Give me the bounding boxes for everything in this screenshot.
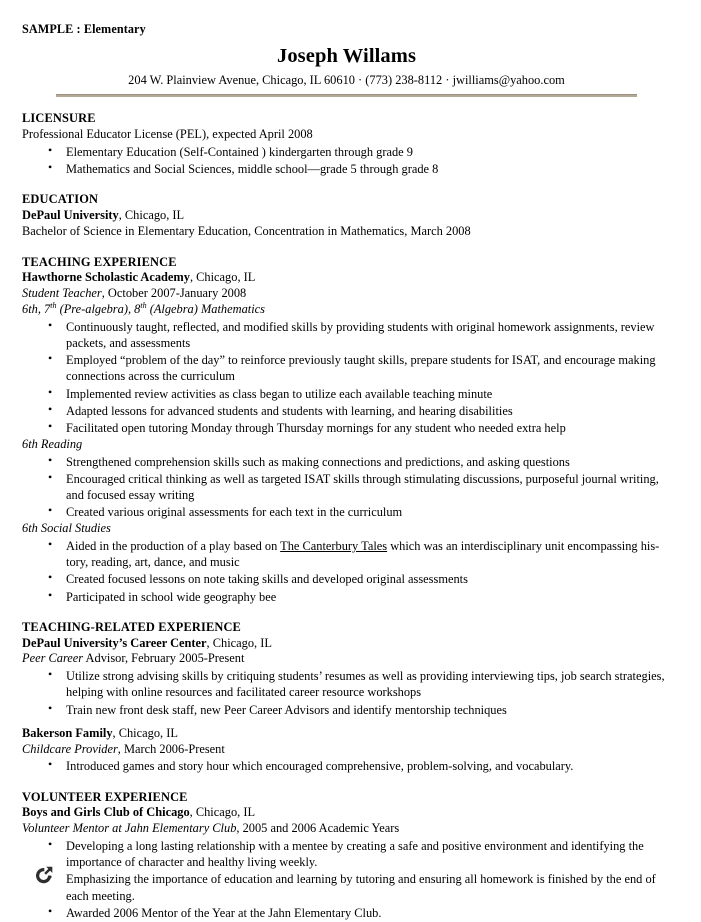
- course-mid: (Pre-algebra), 8: [56, 302, 141, 317]
- teaching-related-title-line: [22, 651, 671, 667]
- teaching-title-line: [22, 286, 671, 302]
- list-item: • Elementary Education (Self-Contained ) kindergarten through grade 9: [22, 144, 671, 160]
- list-item: • Awarded 2006 Mentor of the Year at the Jahn Elementary Club.: [22, 905, 671, 921]
- volunteer-title-line: [22, 821, 671, 837]
- childcare-dates: , March 2006-Present: [117, 741, 225, 756]
- teaching-related-dates: Advisor, February 2005-Present: [83, 651, 245, 666]
- childcare-employer-line: [22, 726, 671, 742]
- list-item: • Employed “problem of the day” to reinforce previously taught skills, prepare students for ISAT, and encourage making connections across the curriculum: [22, 352, 671, 384]
- volunteer-dates: , 2005 and 2006 Academic Years: [236, 821, 400, 836]
- course-sup-2: th: [140, 301, 147, 311]
- teaching-course-line: [22, 302, 671, 318]
- list-item: • Utilize strong advising skills by critiquing students’ resumes as well as providing interviewing tips, job search strategies, helping with online resources and facilitated career resource workshops: [22, 668, 671, 700]
- resume-body: [22, 111, 671, 921]
- list-item: • Train new front desk staff, new Peer Career Advisors and identify mentorship techniques: [22, 702, 671, 718]
- education-heading: EDUCATION: [22, 191, 99, 206]
- volunteer-org-line: [22, 805, 671, 821]
- subhead-social-studies: 6th Social Studies: [22, 521, 111, 536]
- list-item: • Introduced games and story hour which encouraged comprehensive, problem-solving, and vocabulary.: [22, 758, 671, 774]
- social-bullet-post: which was an interdisciplinary unit encompassing his-tory, reading, art, dance, and music: [66, 539, 660, 570]
- education-school-location: , Chicago, IL: [118, 207, 185, 222]
- header-divider: [56, 94, 637, 97]
- teaching-math-bullets: [22, 319, 671, 436]
- candidate-name: Joseph Willams: [276, 45, 417, 68]
- licensure-line: Professional Educator License (PEL), expected April 2008: [22, 126, 313, 141]
- section-teaching-experience: [22, 255, 671, 605]
- childcare-employer: Bakerson Family: [22, 725, 113, 740]
- licensure-bullets: [22, 144, 671, 177]
- course-sup-1: th: [50, 301, 57, 311]
- volunteer-title: Volunteer Mentor at Jahn Elementary Club: [22, 821, 237, 836]
- education-school-line: [22, 208, 671, 224]
- section-licensure: [22, 111, 671, 177]
- external-link-circle-icon[interactable]: [31, 862, 57, 888]
- course-post: (Algebra) Mathematics: [146, 302, 265, 317]
- teaching-related-employer-location: , Chicago, IL: [206, 635, 272, 650]
- social-bullet-pre: Aided in the production of a play based on: [66, 539, 281, 554]
- teaching-related-employer-line: [22, 636, 671, 652]
- volunteer-bullets: [22, 838, 671, 921]
- list-item: • Strengthened comprehension skills such as making connections and predictions, and asking questions: [22, 454, 671, 470]
- teaching-related-heading: TEACHING-RELATED EXPERIENCE: [22, 619, 241, 634]
- licensure-heading: LICENSURE: [22, 110, 96, 125]
- teaching-employer-line: [22, 270, 671, 286]
- teaching-title: Student Teacher: [22, 286, 102, 301]
- sample-tag: SAMPLE : Elementary: [22, 22, 146, 36]
- education-school: DePaul University: [22, 207, 119, 222]
- list-item: • Facilitated open tutoring Monday through Thursday mornings for any student who needed extra help: [22, 420, 671, 436]
- list-item: • Created focused lessons on note taking skills and developed original assessments: [22, 571, 671, 587]
- contact-line: 204 W. Plainview Avenue, Chicago, IL 60610 · (773) 238-8112 · jwilliams@yahoo.com: [128, 72, 565, 87]
- list-item: • Encouraged critical thinking as well as targeted ISAT skills through stimulating discussions, purposeful journal writing, and focused essay writing: [22, 471, 671, 503]
- list-item: • Adapted lessons for advanced students and students with learning, and hearing disabilities: [22, 403, 671, 419]
- section-education: [22, 192, 671, 240]
- teaching-employer-location: , Chicago, IL: [189, 270, 256, 285]
- list-item: • Continuously taught, reflected, and modified skills by providing students with original homework assignments, review packets, and assessments: [22, 319, 671, 351]
- resume-header: [22, 45, 671, 88]
- education-degree: Bachelor of Science in Elementary Education, Concentration in Mathematics, March 2008: [22, 223, 471, 238]
- book-title: The Canterbury Tales: [280, 539, 388, 554]
- childcare-bullets: [22, 758, 671, 774]
- list-item: [22, 538, 671, 570]
- teaching-social-bullets: [22, 538, 671, 605]
- childcare-title-line: [22, 742, 671, 758]
- volunteer-heading: VOLUNTEER EXPERIENCE: [22, 789, 188, 804]
- list-item: • Participated in school wide geography bee: [22, 589, 671, 605]
- teaching-dates: , October 2007-January 2008: [101, 286, 247, 301]
- spacer: [22, 719, 671, 726]
- list-item: • Implemented review activities as class began to utilize each available teaching minute: [22, 386, 671, 402]
- list-item: • Emphasizing the importance of education and learning by tutoring and ensuring all homework is finished by the end of each meeting.: [22, 871, 671, 903]
- course-pre: 6th, 7: [22, 302, 51, 317]
- list-item: • Created various original assessments for each text in the curriculum: [22, 504, 671, 520]
- teaching-employer: Hawthorne Scholastic Academy: [22, 270, 190, 285]
- teaching-reading-bullets: [22, 454, 671, 521]
- childcare-employer-location: , Chicago, IL: [112, 725, 178, 740]
- teaching-related-bullets: [22, 668, 671, 717]
- teaching-related-title: Peer Career: [22, 651, 84, 666]
- list-item: • Developing a long lasting relationship with a mentee by creating a safe and positive environment and identifying the importance of character and healthy living weekly.: [22, 838, 671, 870]
- volunteer-org-location: , Chicago, IL: [189, 805, 256, 820]
- teaching-heading: TEACHING EXPERIENCE: [22, 254, 177, 269]
- teaching-related-employer: DePaul University’s Career Center: [22, 635, 207, 650]
- childcare-title: Childcare Provider: [22, 741, 118, 756]
- list-item: • Mathematics and Social Sciences, middle school—grade 5 through grade 8: [22, 161, 671, 177]
- section-volunteer: [22, 790, 671, 921]
- subhead-reading: 6th Reading: [22, 436, 83, 451]
- section-teaching-related: [22, 620, 671, 775]
- volunteer-org: Boys and Girls Club of Chicago: [22, 805, 190, 820]
